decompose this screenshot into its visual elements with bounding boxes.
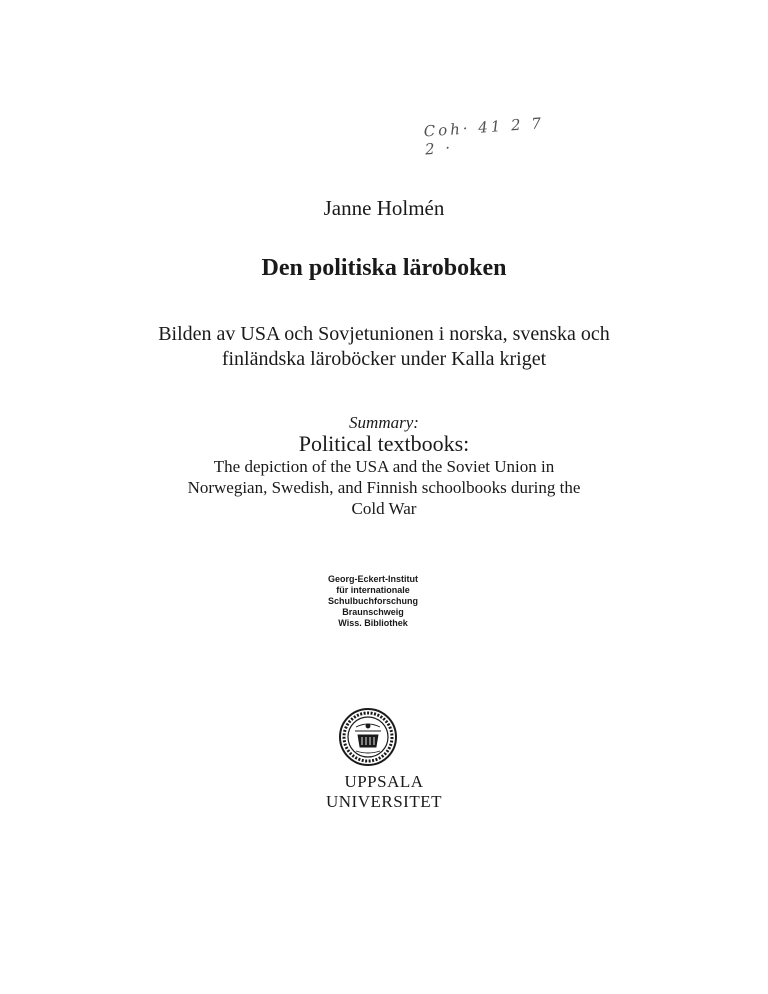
summary-title: Political textbooks: [298, 431, 470, 456]
summary-line-1: The depiction of the USA and the Soviet Union in [213, 457, 555, 476]
stamp-line-3: Schulbuchforschung [328, 596, 418, 606]
publisher [0, 772, 768, 812]
book-title: Den politiska läroboken [261, 255, 507, 281]
stamp-line-4: Braunschweig [342, 607, 404, 617]
handwritten-shelfmark: Coh· 41 2 7 2 · [423, 114, 545, 159]
publisher-line-1: UPPSALA [344, 772, 424, 791]
summary-label: Summary: [349, 413, 419, 432]
summary-text [0, 456, 768, 519]
book-subtitle [0, 322, 768, 372]
subtitle-line-2: finländska läroböcker under Kalla kriget [221, 348, 547, 370]
university-seal-icon [338, 707, 398, 767]
stamp-line-2: für internationale [336, 585, 410, 595]
stamp-line-1: Georg-Eckert-Institut [327, 574, 418, 584]
stamp-line-5: Wiss. Bibliothek [338, 618, 408, 628]
library-stamp [308, 574, 438, 629]
publisher-line-2: UNIVERSITET [326, 792, 442, 811]
author-name: Janne Holmén [323, 196, 445, 220]
summary-line-2: Norwegian, Swedish, and Finnish schoolbooks during the [187, 478, 581, 497]
summary-line-3: Cold War [351, 499, 417, 518]
subtitle-line-1: Bilden av USA och Sovjetunionen i norska, svenska och [158, 323, 610, 345]
